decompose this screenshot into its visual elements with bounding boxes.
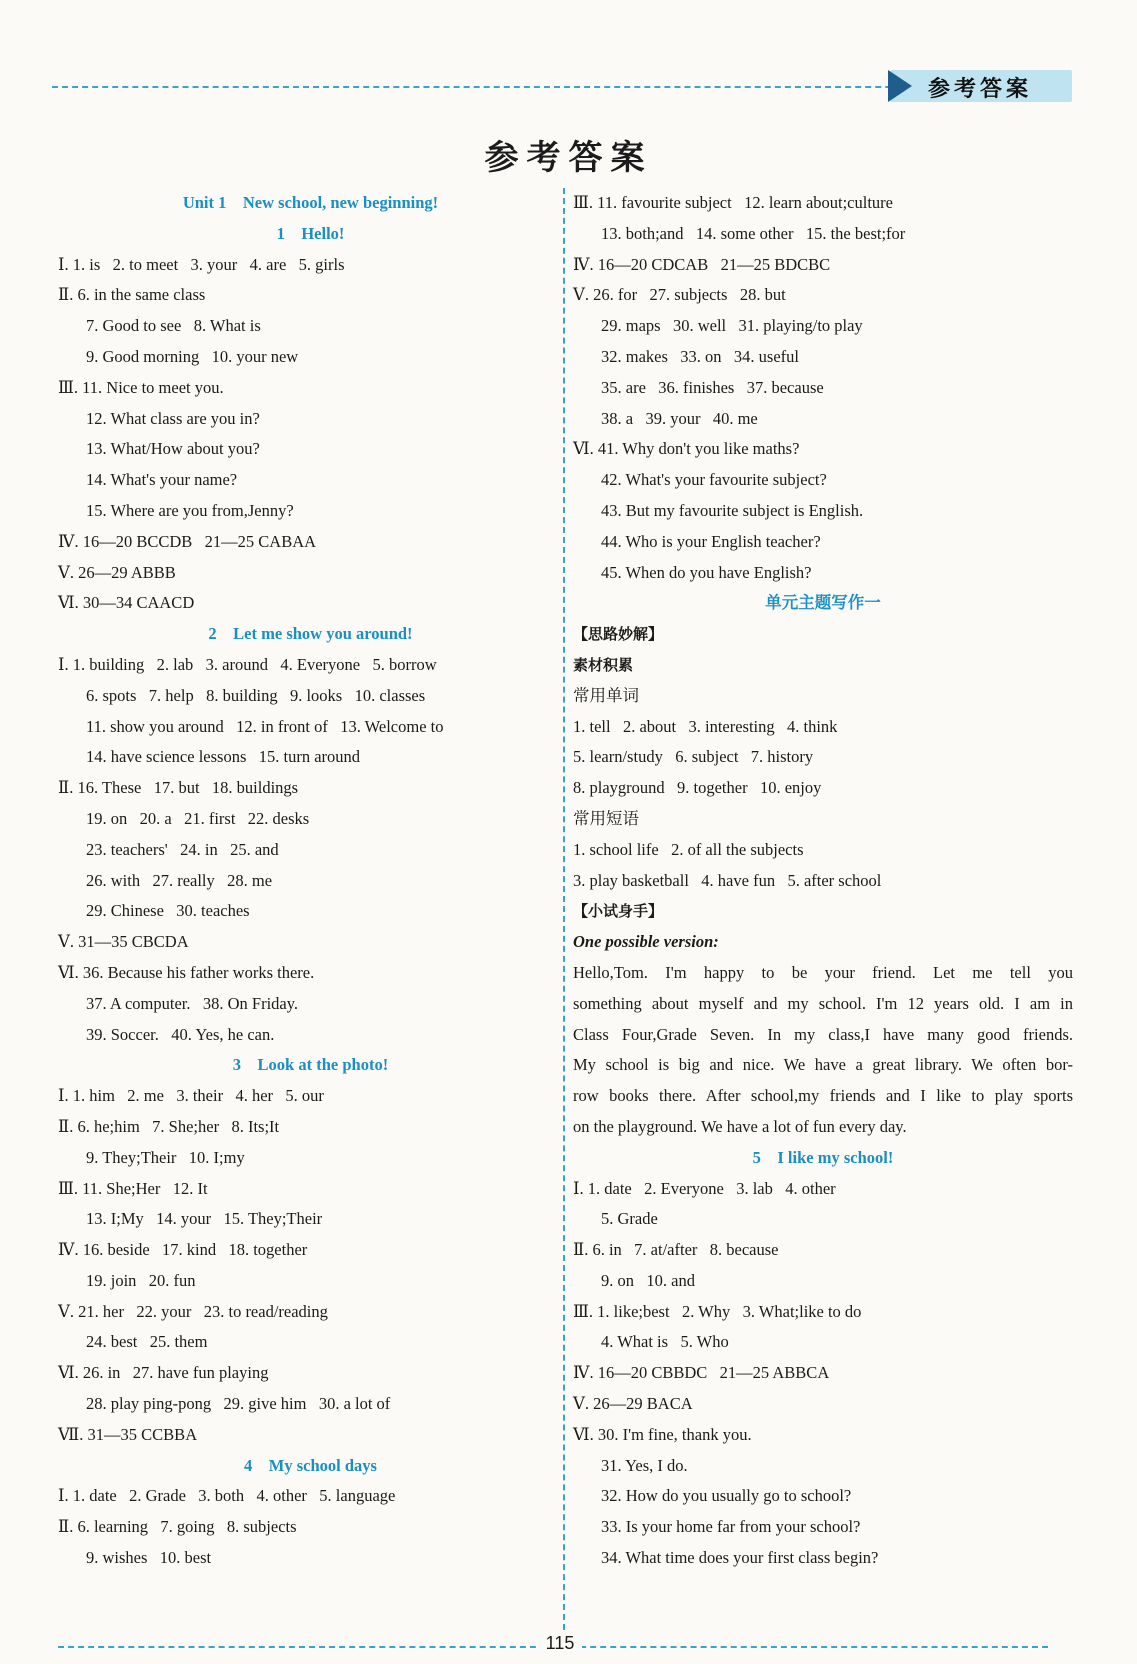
- right-bracket-heading: 【思路妙解】: [573, 625, 664, 644]
- left-answer-line: 24. best 25. them: [86, 1332, 208, 1352]
- right-essay-line: Class Four,Grade Seven. In my class,I have many good friends.: [573, 1024, 1073, 1044]
- right-answer-line: 43. But my favourite subject is English.: [601, 500, 864, 520]
- right-answer-line: 32. makes 33. on 34. useful: [601, 346, 799, 366]
- left-section-heading: 1 Hello!: [276, 223, 345, 243]
- left-answer-line: 39. Soccer. 40. Yes, he can.: [86, 1024, 275, 1044]
- left-answer-line: Ⅴ. 21. her 22. your 23. to read/reading: [58, 1301, 328, 1321]
- right-answer-line: 42. What's your favourite subject?: [601, 470, 827, 490]
- left-answer-line: 28. play ping-pong 29. give him 30. a lot of: [86, 1394, 391, 1414]
- right-answer-line: 29. maps 30. well 31. playing/to play: [601, 316, 863, 336]
- right-essay-line: My school is big and nice. We have a great library. We often bor-: [573, 1055, 1073, 1075]
- right-answer-line: 31. Yes, I do.: [601, 1455, 688, 1475]
- right-section-heading: 5 I like my school!: [752, 1147, 894, 1167]
- right-answer-line: Ⅳ. 16—20 CBBDC 21—25 ABBCA: [573, 1363, 830, 1383]
- right-answer-line: 5. learn/study 6. subject 7. history: [573, 747, 814, 767]
- left-answer-line: Ⅱ. 6. in the same class: [58, 285, 206, 305]
- right-subheading: 素材积累: [573, 655, 634, 674]
- right-answer-line: 1. school life 2. of all the subjects: [573, 839, 804, 859]
- left-section-heading: 2 Let me show you around!: [208, 624, 413, 644]
- left-answer-line: 13. I;My 14. your 15. They;Their: [86, 1209, 323, 1229]
- left-answer-line: 19. join 20. fun: [86, 1270, 196, 1290]
- left-answer-line: Ⅵ. 30—34 CAACD: [58, 593, 195, 613]
- left-answer-line: 12. What class are you in?: [86, 408, 260, 428]
- left-answer-line: 14. What's your name?: [86, 470, 238, 490]
- right-answer-line: Ⅳ. 16—20 CDCAB 21—25 BDCBC: [573, 254, 831, 274]
- left-answer-line: Ⅰ. 1. him 2. me 3. their 4. her 5. our: [58, 1086, 324, 1106]
- left-section-heading: 3 Look at the photo!: [232, 1055, 389, 1075]
- right-essay-line: row books there. After school,my friends and I like to play sports: [573, 1086, 1073, 1106]
- right-column: [573, 188, 1073, 1574]
- left-answer-line: Ⅰ. 1. is 2. to meet 3. your 4. are 5. girls: [58, 254, 345, 274]
- left-answer-line: 14. have science lessons 15. turn around: [86, 747, 361, 767]
- left-answer-line: 13. What/How about you?: [86, 439, 260, 459]
- left-answer-line: 37. A computer. 38. On Friday.: [86, 993, 299, 1013]
- left-answer-line: Ⅶ. 31—35 CCBBA: [58, 1424, 198, 1444]
- left-answer-line: Ⅲ. 11. She;Her 12. It: [58, 1178, 208, 1198]
- left-answer-line: Ⅳ. 16—20 BCCDB 21—25 CABAA: [58, 531, 317, 551]
- right-answer-line: 9. on 10. and: [601, 1270, 695, 1290]
- left-answer-line: Ⅱ. 16. These 17. but 18. buildings: [58, 778, 299, 798]
- left-answer-line: Ⅵ. 26. in 27. have fun playing: [58, 1363, 269, 1383]
- column-divider: [563, 188, 565, 1630]
- right-answer-line: 3. play basketball 4. have fun 5. after school: [573, 870, 882, 890]
- right-answer-line: 常用单词: [573, 685, 639, 705]
- right-answer-line: Ⅰ. 1. date 2. Everyone 3. lab 4. other: [573, 1178, 836, 1198]
- left-answer-line: Ⅲ. 11. Nice to meet you.: [58, 377, 224, 397]
- header-arrow-icon: [888, 70, 912, 102]
- right-answer-line: Ⅵ. 30. I'm fine, thank you.: [573, 1424, 752, 1444]
- right-answer-line: 8. playground 9. together 10. enjoy: [573, 778, 822, 798]
- right-bracket-heading: 【小试身手】: [573, 902, 664, 921]
- left-answer-line: 9. They;Their 10. I;my: [86, 1147, 245, 1167]
- right-answer-line: 4. What is 5. Who: [601, 1332, 729, 1352]
- right-answer-line: Ⅴ. 26—29 BACA: [573, 1394, 693, 1414]
- right-essay-line: Hello,Tom. I'm happy to be your friend. Let me tell you: [573, 962, 1073, 982]
- left-answer-line: Ⅴ. 26—29 ABBB: [58, 562, 176, 582]
- left-answer-line: Ⅰ. 1. date 2. Grade 3. both 4. other 5. language: [58, 1486, 396, 1506]
- right-answer-line: 38. a 39. your 40. me: [601, 408, 758, 428]
- right-answer-line: 34. What time does your first class begin?: [601, 1548, 879, 1568]
- left-answer-line: 9. wishes 10. best: [86, 1548, 212, 1568]
- right-answer-line: Ⅲ. 1. like;best 2. Why 3. What;like to do: [573, 1301, 862, 1321]
- right-answer-line: 1. tell 2. about 3. interesting 4. think: [573, 716, 838, 736]
- right-answer-line: Ⅲ. 11. favourite subject 12. learn about;culture: [573, 193, 893, 212]
- left-section-heading: Unit 1 New school, new beginning!: [182, 193, 439, 212]
- right-answer-line: 32. How do you usually go to school?: [601, 1486, 852, 1506]
- left-answer-line: Ⅴ. 31—35 CBCDA: [58, 932, 189, 952]
- right-version-label: One possible version:: [573, 932, 719, 952]
- left-section-heading: 4 My school days: [244, 1455, 377, 1475]
- page-number: 115: [538, 1633, 582, 1654]
- left-answer-line: 19. on 20. a 21. first 22. desks: [86, 808, 310, 828]
- left-answer-line: Ⅳ. 16. beside 17. kind 18. together: [58, 1240, 308, 1260]
- header-tab-label: 参考答案: [928, 77, 1033, 102]
- right-answer-line: 13. both;and 14. some other 15. the best;for: [601, 223, 906, 243]
- left-column: [58, 188, 563, 1574]
- left-answer-line: 23. teachers' 24. in 25. and: [86, 839, 279, 859]
- left-answer-line: Ⅵ. 36. Because his father works there.: [58, 962, 315, 982]
- left-answer-line: Ⅰ. 1. building 2. lab 3. around 4. Everyone 5. borrow: [58, 654, 437, 674]
- left-answer-line: 11. show you around 12. in front of 13. Welcome to: [86, 716, 444, 736]
- right-essay-line: something about myself and my school. I'm 12 years old. I am in: [573, 993, 1073, 1013]
- right-answer-line: Ⅴ. 26. for 27. subjects 28. but: [573, 285, 786, 305]
- right-answer-line: 5. Grade: [601, 1209, 658, 1229]
- left-answer-line: 26. with 27. really 28. me: [86, 870, 273, 890]
- right-answer-line: Ⅵ. 41. Why don't you like maths?: [573, 439, 800, 459]
- header-tab: [890, 70, 1072, 102]
- right-answer-line: 44. Who is your English teacher?: [601, 531, 821, 551]
- left-answer-line: 7. Good to see 8. What is: [86, 316, 261, 336]
- page-title: 参考答案: [484, 138, 653, 178]
- right-essay-line: on the playground. We have a lot of fun every day.: [573, 1116, 907, 1136]
- right-answer-line: 35. are 36. finishes 37. because: [601, 377, 824, 397]
- right-answer-line: 常用短语: [573, 808, 639, 828]
- left-answer-line: 29. Chinese 30. teaches: [86, 901, 250, 921]
- left-answer-line: Ⅱ. 6. he;him 7. She;her 8. Its;It: [58, 1116, 280, 1136]
- left-answer-line: Ⅱ. 6. learning 7. going 8. subjects: [58, 1517, 297, 1537]
- right-section-heading: 单元主题写作一: [765, 593, 881, 613]
- right-answer-line: Ⅱ. 6. in 7. at/after 8. because: [573, 1240, 779, 1260]
- left-answer-line: 6. spots 7. help 8. building 9. looks 10. classes: [86, 685, 426, 705]
- right-answer-line: 45. When do you have English?: [601, 562, 812, 582]
- left-answer-line: 9. Good morning 10. your new: [86, 346, 299, 366]
- left-answer-line: 15. Where are you from,Jenny?: [86, 500, 294, 520]
- right-answer-line: 33. Is your home far from your school?: [601, 1517, 861, 1537]
